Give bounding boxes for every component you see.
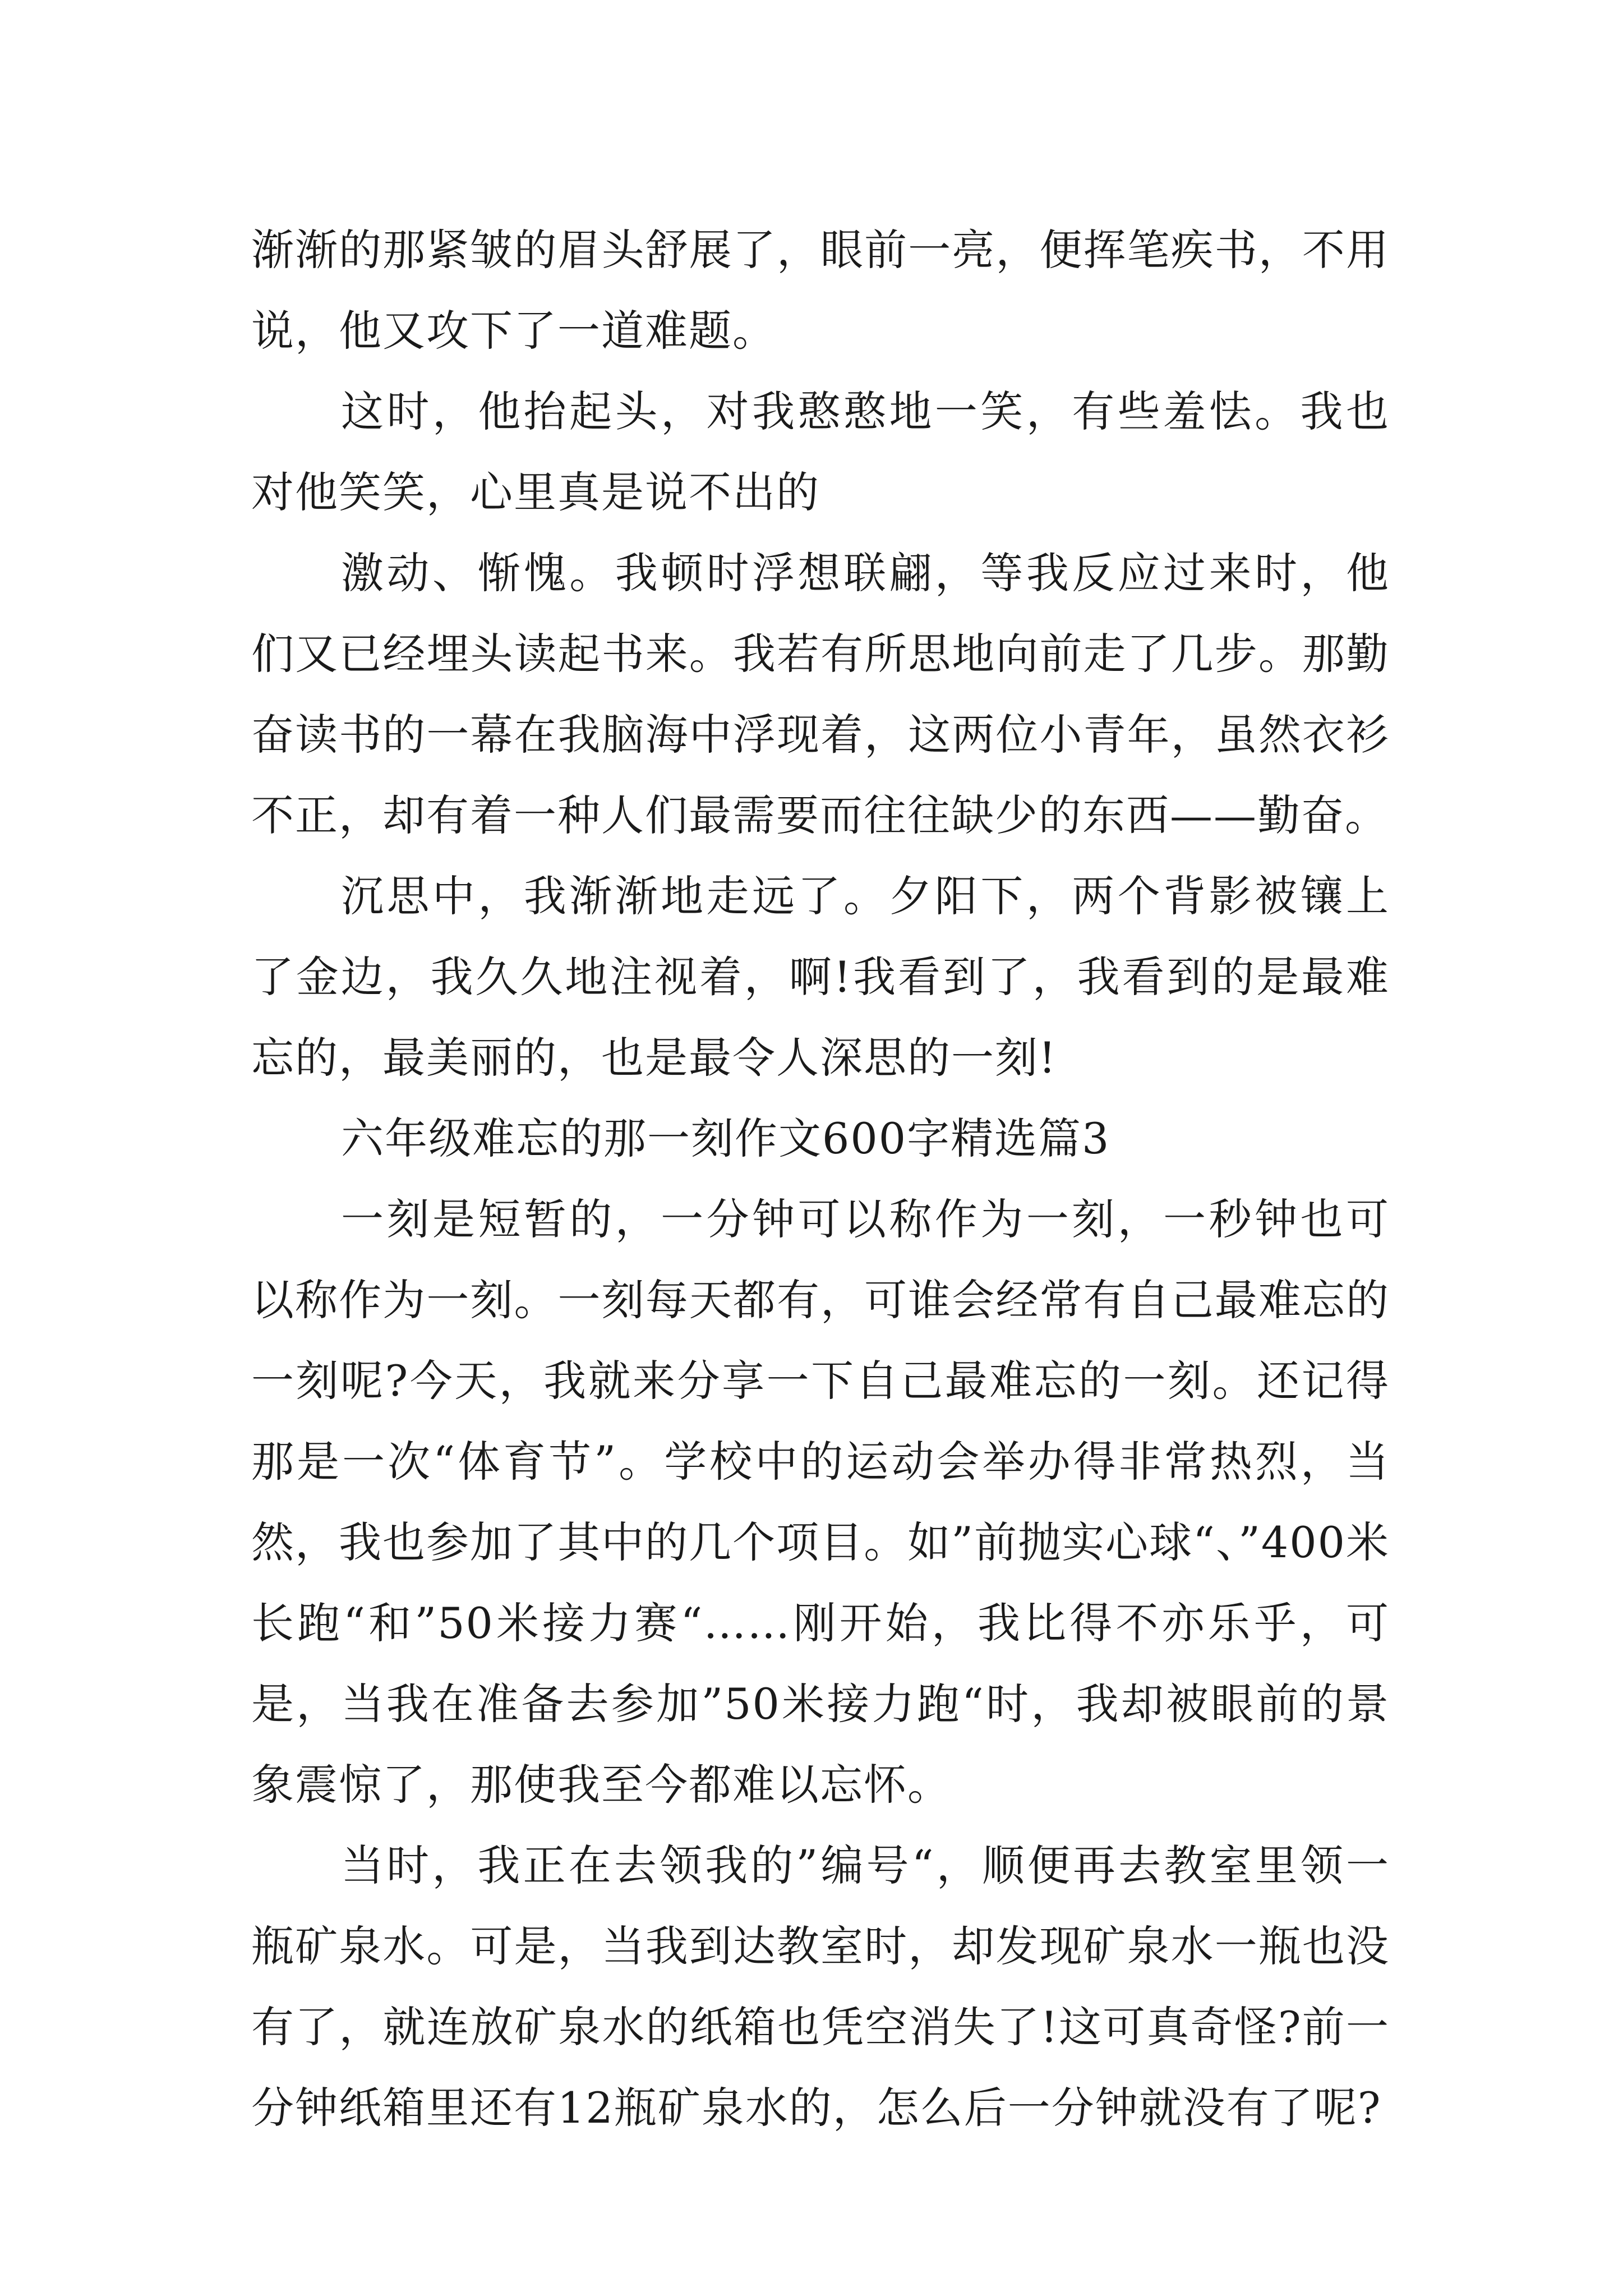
section-heading: 六年级难忘的那一刻作文600字精选篇3	[341, 1114, 1110, 1163]
paragraph-1: 渐渐的那紧皱的眉头舒展了，眼前一亮，便挥笔疾书，不用说，他又攻下了一道难题。	[251, 225, 1390, 356]
paragraph-6: 当时，我正在去领我的”编号“，顺便再去教室里领一瓶矿泉水。可是，当我到达教室时，却发现矿泉水一瓶也没有了，就连放矿泉水的纸箱也凭空消失了!这可真奇怪?前一分钟纸箱里还有12瓶矿泉水的，怎么后一分钟就没有了呢?	[251, 1841, 1390, 2133]
paragraph-3: 激动、惭愧。我顿时浮想联翩，等我反应过来时，他们又已经埋头读起书来。我若有所思地向前走了几步。那勤奋读书的一幕在我脑海中浮现着，这两位小青年，虽然衣衫不正，却有着一种人们最需要而往往缺少的东西——勤奋。	[251, 548, 1390, 840]
paragraph-5: 一刻是短暂的，一分钟可以称作为一刻，一秒钟也可以称作为一刻。一刻每天都有，可谁会经常有自己最难忘的一刻呢?今天，我就来分享一下自己最难忘的一刻。还记得那是一次“体育节”。学校中的运动会举办得非常热烈，当然，我也参加了其中的几个项目。如”前抛实心球“、”400米长跑“和”50米接力赛“……刚开始，我比得不亦乐乎，可是，当我在准备去参加”50米接力跑“时，我却被眼前的景象震惊了，那使我至今都难以忘怀。	[251, 1194, 1390, 1810]
paragraph-4: 沉思中，我渐渐地走远了。夕阳下，两个背影被镶上了金边，我久久地注视着，啊!我看到了，我看到的是最难忘的，最美丽的，也是最令人深思的一刻!	[251, 871, 1390, 1083]
paragraph-2: 这时，他抬起头，对我憨憨地一笑，有些羞怯。我也对他笑笑，心里真是说不出的	[251, 386, 1390, 517]
essay-body	[251, 210, 1390, 2148]
